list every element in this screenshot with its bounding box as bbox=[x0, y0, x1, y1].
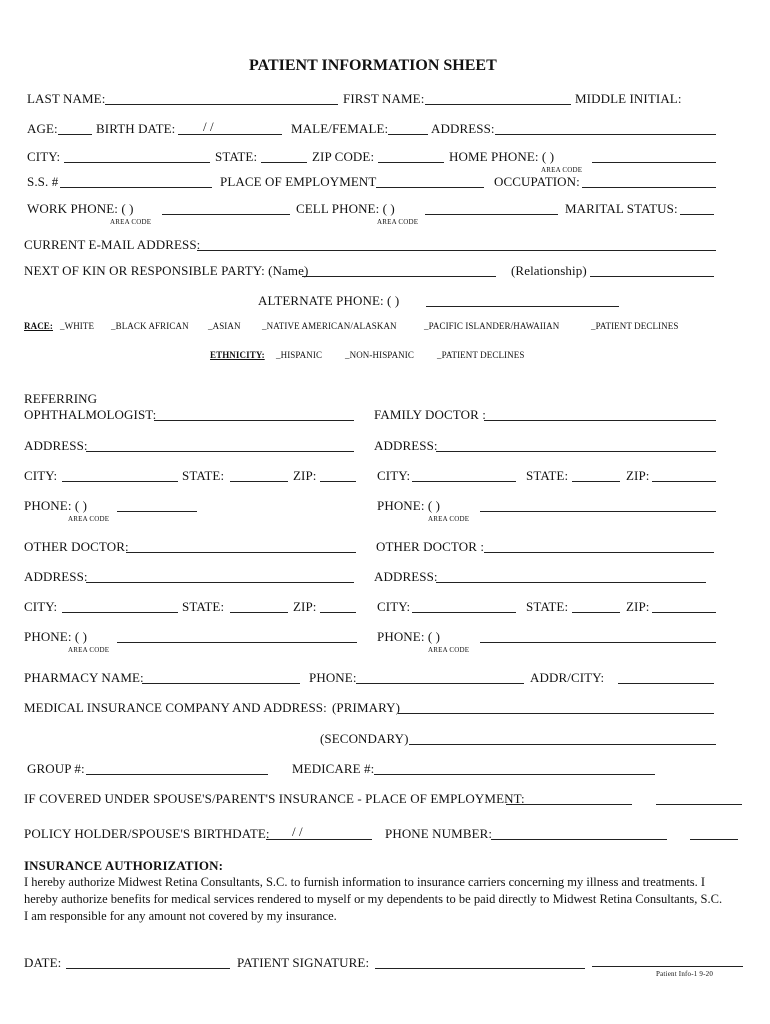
other-right-zip-label: ZIP: bbox=[626, 599, 650, 614]
pharmacy-name-label: PHARMACY NAME: bbox=[24, 670, 144, 685]
family-city-label: CITY: bbox=[377, 468, 411, 483]
medicare-field[interactable] bbox=[374, 774, 655, 775]
insurance-secondary-field[interactable] bbox=[409, 744, 716, 745]
family-zip-label: ZIP: bbox=[626, 468, 650, 483]
family-area-code-label: AREA CODE bbox=[428, 515, 470, 523]
spouse-employment-label: IF COVERED UNDER SPOUSE'S/PARENT'S INSURANCE - PLACE OF EMPLOYMENT: bbox=[24, 791, 525, 806]
phone-number-field-extra[interactable] bbox=[690, 839, 738, 840]
last-name-field[interactable] bbox=[105, 104, 338, 105]
work-area-code-label: AREA CODE bbox=[110, 218, 152, 226]
page-title: PATIENT INFORMATION SHEET bbox=[249, 57, 497, 74]
date-label: DATE: bbox=[24, 955, 62, 970]
patient-signature-label: PATIENT SIGNATURE: bbox=[237, 955, 370, 970]
phone-number-field[interactable] bbox=[491, 839, 667, 840]
other-area-code-label: AREA CODE bbox=[68, 646, 110, 654]
holder-birthdate-field[interactable] bbox=[266, 839, 372, 840]
marital-status-field[interactable] bbox=[680, 214, 714, 215]
state-label: STATE: bbox=[215, 149, 258, 164]
race-option-patient-declines[interactable]: _PATIENT DECLINES bbox=[591, 321, 679, 331]
race-option-pacific-islander[interactable]: _PACIFIC ISLANDER/HAWAIIAN bbox=[424, 321, 560, 331]
other-address-field[interactable] bbox=[86, 582, 354, 583]
spouse-employment-field[interactable] bbox=[506, 804, 632, 805]
other-right-state-field[interactable] bbox=[572, 612, 620, 613]
spouse-employment-field-extra[interactable] bbox=[656, 804, 742, 805]
other-state-label: STATE: bbox=[182, 599, 225, 614]
signature-field-extra[interactable] bbox=[592, 966, 743, 967]
other-doctor-right-label: OTHER DOCTOR : bbox=[376, 539, 485, 554]
ss-field[interactable] bbox=[60, 187, 212, 188]
other-phone-label: PHONE: ( ) bbox=[24, 629, 88, 644]
birth-date-label: BIRTH DATE: bbox=[96, 121, 176, 136]
family-state-field[interactable] bbox=[572, 481, 620, 482]
zip-code-field[interactable] bbox=[378, 162, 444, 163]
other-right-phone-label: PHONE: ( ) bbox=[377, 629, 441, 644]
group-number-label: GROUP #: bbox=[27, 761, 85, 776]
city-label: CITY: bbox=[27, 149, 61, 164]
race-option-black-african[interactable]: _BLACK AFRICAN bbox=[111, 321, 189, 331]
home-phone-field[interactable] bbox=[592, 162, 716, 163]
email-label: CURRENT E-MAIL ADDRESS: bbox=[24, 237, 201, 252]
alternate-phone-label: ALTERNATE PHONE: ( ) bbox=[258, 293, 400, 308]
other-right-phone-field[interactable] bbox=[480, 642, 716, 643]
medicare-label: MEDICARE #: bbox=[292, 761, 375, 776]
marital-status-label: MARITAL STATUS: bbox=[565, 201, 678, 216]
holder-birthdate-label: POLICY HOLDER/SPOUSE'S BIRTHDATE: bbox=[24, 826, 270, 841]
other-doctor-field[interactable] bbox=[126, 552, 356, 553]
alternate-phone-field[interactable] bbox=[426, 306, 619, 307]
ophthalmologist-label: OPHTHALMOLOGIST: bbox=[24, 407, 157, 422]
authorization-text: I hereby authorize Midwest Retina Consultants, S.C. to furnish information to insurance carriers concerning my illness and treatments. I hereby authorize benefits for medical services rendered to myself or my dependents to be paid directly to Midwest Retina Consultants, S.C. I am responsible for any amount not covered by my insurance. bbox=[24, 875, 723, 923]
birth-date-slashes: / / bbox=[203, 119, 214, 134]
sex-field[interactable] bbox=[388, 134, 428, 135]
other-doctor-label: OTHER DOCTOR: bbox=[24, 539, 129, 554]
address-field[interactable] bbox=[495, 134, 716, 135]
family-doctor-label: FAMILY DOCTOR : bbox=[374, 407, 486, 422]
ophth-city-field[interactable] bbox=[62, 481, 178, 482]
relationship-field[interactable] bbox=[590, 276, 714, 277]
family-phone-field[interactable] bbox=[480, 511, 716, 512]
work-phone-field[interactable] bbox=[162, 214, 290, 215]
insurance-secondary-label: (SECONDARY) bbox=[320, 731, 409, 746]
insurance-primary-field[interactable] bbox=[398, 713, 714, 714]
other-city-field[interactable] bbox=[62, 612, 178, 613]
first-name-field[interactable] bbox=[425, 104, 571, 105]
group-number-field[interactable] bbox=[86, 774, 268, 775]
first-name-label: FIRST NAME: bbox=[343, 91, 425, 106]
other-zip-label: ZIP: bbox=[293, 599, 317, 614]
form-code: Patient Info-1 9-20 bbox=[656, 970, 714, 978]
other-right-zip-field[interactable] bbox=[652, 612, 716, 613]
ethnicity-label: ETHNICITY: bbox=[210, 350, 265, 360]
last-name-label: LAST NAME: bbox=[27, 91, 106, 106]
ophth-city-label: CITY: bbox=[24, 468, 58, 483]
patient-signature-field[interactable] bbox=[375, 968, 585, 969]
employment-field[interactable] bbox=[376, 187, 484, 188]
date-field[interactable] bbox=[66, 968, 230, 969]
middle-initial-label: MIDDLE INITIAL: bbox=[575, 91, 682, 106]
other-state-field[interactable] bbox=[230, 612, 288, 613]
cell-area-code-label: AREA CODE bbox=[377, 218, 419, 226]
ethnicity-option-hispanic[interactable]: _HISPANIC bbox=[276, 350, 323, 360]
cell-phone-field[interactable] bbox=[425, 214, 558, 215]
ophth-address-field[interactable] bbox=[86, 451, 354, 452]
ophth-address-label: ADDRESS: bbox=[24, 438, 88, 453]
race-option-native-american[interactable]: _NATIVE AMERICAN/ALASKAN bbox=[262, 321, 397, 331]
next-of-kin-field[interactable] bbox=[302, 276, 496, 277]
ophth-area-code-label: AREA CODE bbox=[68, 515, 110, 523]
family-address-field[interactable] bbox=[436, 451, 716, 452]
male-female-label: MALE/FEMALE: bbox=[291, 121, 389, 136]
other-right-city-label: CITY: bbox=[377, 599, 411, 614]
home-area-code-label: AREA CODE bbox=[541, 166, 583, 174]
holder-birthdate-slashes: / / bbox=[292, 824, 303, 839]
home-phone-label: HOME PHONE: ( ) bbox=[449, 149, 555, 164]
other-right-address-label: ADDRESS: bbox=[374, 569, 438, 584]
race-option-white[interactable]: _WHITE bbox=[60, 321, 95, 331]
ophth-phone-field[interactable] bbox=[117, 511, 197, 512]
pharmacy-addr-city-field[interactable] bbox=[618, 683, 714, 684]
insurance-primary-label: (PRIMARY) bbox=[332, 700, 401, 715]
race-option-asian[interactable]: _ASIAN bbox=[208, 321, 241, 331]
pharmacy-phone-label: PHONE: bbox=[309, 670, 357, 685]
next-of-kin-label: NEXT OF KIN OR RESPONSIBLE PARTY: (Name) bbox=[24, 263, 309, 278]
family-phone-label: PHONE: ( ) bbox=[377, 498, 441, 513]
address-label: ADDRESS: bbox=[431, 121, 495, 136]
ophth-zip-label: ZIP: bbox=[293, 468, 317, 483]
ethnicity-option-patient-declines[interactable]: _PATIENT DECLINES bbox=[437, 350, 525, 360]
pharmacy-name-field[interactable] bbox=[142, 683, 300, 684]
family-address-label: ADDRESS: bbox=[374, 438, 438, 453]
ophth-zip-field[interactable] bbox=[320, 481, 356, 482]
relationship-label: (Relationship) bbox=[511, 263, 587, 278]
age-field[interactable] bbox=[58, 134, 92, 135]
pharmacy-addr-city-label: ADDR/CITY: bbox=[530, 670, 605, 685]
occupation-field[interactable] bbox=[582, 187, 716, 188]
other-right-state-label: STATE: bbox=[526, 599, 569, 614]
birth-date-field[interactable] bbox=[178, 134, 282, 135]
family-city-field[interactable] bbox=[412, 481, 516, 482]
cell-phone-label: CELL PHONE: ( ) bbox=[296, 201, 395, 216]
zip-code-label: ZIP CODE: bbox=[312, 149, 375, 164]
ophth-state-label: STATE: bbox=[182, 468, 225, 483]
other-zip-field[interactable] bbox=[320, 612, 356, 613]
family-state-label: STATE: bbox=[526, 468, 569, 483]
other-address-label: ADDRESS: bbox=[24, 569, 88, 584]
state-field[interactable] bbox=[261, 162, 307, 163]
other-phone-field[interactable] bbox=[117, 642, 357, 643]
family-zip-field[interactable] bbox=[652, 481, 716, 482]
ophthalmologist-field[interactable] bbox=[154, 420, 354, 421]
place-of-employment-label: PLACE OF EMPLOYMENT bbox=[220, 174, 377, 189]
occupation-label: OCCUPATION: bbox=[494, 174, 580, 189]
pharmacy-phone-field[interactable] bbox=[356, 683, 524, 684]
other-city-label: CITY: bbox=[24, 599, 58, 614]
work-phone-label: WORK PHONE: ( ) bbox=[27, 201, 134, 216]
other-right-area-code-label: AREA CODE bbox=[428, 646, 470, 654]
ophth-phone-label: PHONE: ( ) bbox=[24, 498, 88, 513]
ophth-state-field[interactable] bbox=[230, 481, 288, 482]
other-right-city-field[interactable] bbox=[412, 612, 516, 613]
referring-label: REFERRING bbox=[24, 391, 98, 406]
other-doctor-right-field[interactable] bbox=[484, 552, 714, 553]
other-right-address-field[interactable] bbox=[436, 582, 706, 583]
insurance-company-label: MEDICAL INSURANCE COMPANY AND ADDRESS: bbox=[24, 700, 327, 715]
authorization-heading: INSURANCE AUTHORIZATION: bbox=[24, 858, 223, 873]
age-label: AGE: bbox=[27, 121, 58, 136]
email-field[interactable] bbox=[197, 250, 716, 251]
race-label: RACE: bbox=[24, 321, 53, 331]
ethnicity-option-non-hispanic[interactable]: _NON-HISPANIC bbox=[345, 350, 414, 360]
family-doctor-field[interactable] bbox=[484, 420, 716, 421]
phone-number-label: PHONE NUMBER: bbox=[385, 826, 493, 841]
ss-label: S.S. # bbox=[27, 174, 59, 189]
city-field[interactable] bbox=[64, 162, 210, 163]
